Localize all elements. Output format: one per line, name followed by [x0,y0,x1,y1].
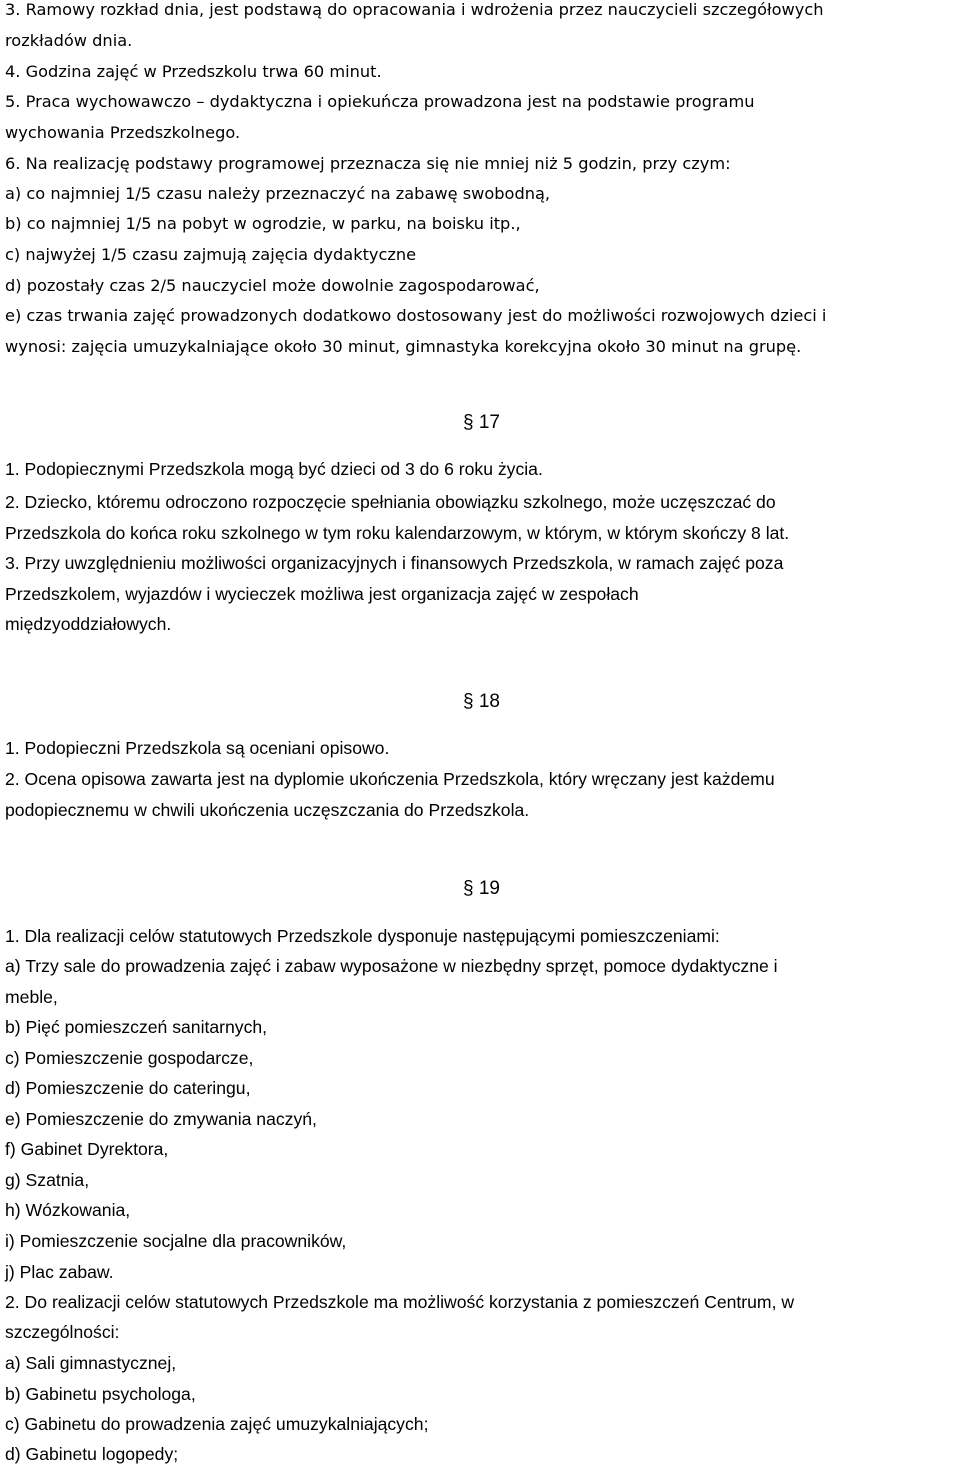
text-line: d) Pomieszczenie do cateringu, [5,1078,251,1098]
text-line: c) Gabinetu do prowadzenia zajęć umuzykalniających; [5,1414,429,1434]
text-line: 2. Dziecko, któremu odroczono rozpoczęcie spełniania obowiązku szkolnego, może uczęszczać do [5,492,776,512]
text-line: c) Pomieszczenie gospodarcze, [5,1048,254,1068]
text-line: wynosi: zajęcia umuzykalniające około 30 minut, gimnastyka korekcyjna około 30 minut na grupę. [5,337,802,356]
text-line: szczególności: [5,1322,120,1342]
text-line: 3. Ramowy rozkład dnia, jest podstawą do opracowania i wdrożenia przez nauczycieli szczegółowych [5,0,824,19]
text-line: g) Szatnia, [5,1170,90,1190]
text-line: c) najwyżej 1/5 czasu zajmują zajęcia dydaktyczne [5,245,417,264]
text-line: b) Gabinetu psychologa, [5,1384,196,1404]
text-line: międzyoddziałowych. [5,614,172,634]
text-line: e) czas trwania zajęć prowadzonych dodatkowo dostosowany jest do możliwości rozwojowych dzieci i [5,306,827,325]
text-line: Przedszkolem, wyjazdów i wycieczek możliwa jest organizacja zajęć w zespołach [5,584,639,604]
text-line: meble, [5,987,58,1007]
text-line: 2. Do realizacji celów statutowych Przedszkole ma możliwość korzystania z pomieszczeń Centrum, w [5,1292,795,1312]
text-line: 2. Ocena opisowa zawarta jest na dyplomie ukończenia Przedszkola, który wręczany jest każdemu [5,769,775,789]
text-line: Przedszkola do końca roku szkolnego w tym roku kalendarzowym, w którym, w którym skończy 8 lat. [5,523,790,543]
text-line: 3. Przy uwzględnieniu możliwości organizacyjnych i finansowych Przedszkola, w ramach zajęć poza [5,553,784,573]
text-line: a) Sali gimnastycznej, [5,1353,177,1373]
text-line: 1. Podopiecznymi Przedszkola mogą być dzieci od 3 do 6 roku życia. [5,459,543,479]
text-line: 6. Na realizację podstawy programowej przeznacza się nie mniej niż 5 godzin, przy czym: [5,154,731,173]
text-line: j) Plac zabaw. [5,1262,114,1282]
section-heading-19: § 19 [463,878,500,899]
text-line: a) Trzy sale do prowadzenia zajęć i zabaw wyposażone w niezbędny sprzęt, pomoce dydaktyczne i [5,956,778,976]
text-line: 1. Dla realizacji celów statutowych Przedszkole dysponuje następującymi pomieszczeniami: [5,926,720,946]
section-heading-18: § 18 [463,691,500,712]
section-heading-17: § 17 [463,412,500,433]
text-line: f) Gabinet Dyrektora, [5,1139,169,1159]
text-line: b) co najmniej 1/5 na pobyt w ogrodzie, w parku, na boisku itp., [5,214,521,233]
text-line: d) Gabinetu logopedy; [5,1444,179,1464]
text-line: wychowania Przedszkolnego. [5,123,241,142]
text-line: b) Pięć pomieszczeń sanitarnych, [5,1017,268,1037]
text-line: 5. Praca wychowawczo – dydaktyczna i opiekuńcza prowadzona jest na podstawie programu [5,92,755,111]
text-line: rozkładów dnia. [5,31,133,50]
text-line: e) Pomieszczenie do zmywania naczyń, [5,1109,317,1129]
text-line: d) pozostały czas 2/5 nauczyciel może dowolnie zagospodarować, [5,276,540,295]
text-line: i) Pomieszczenie socjalne dla pracowników, [5,1231,347,1251]
text-line: a) co najmniej 1/5 czasu należy przeznaczyć na zabawę swobodną, [5,184,551,203]
text-line: podopiecznemu w chwili ukończenia uczęszczania do Przedszkola. [5,800,530,820]
text-line: 4. Godzina zajęć w Przedszkolu trwa 60 minut. [5,62,382,81]
text-line: h) Wózkowania, [5,1200,131,1220]
text-line: 1. Podopieczni Przedszkola są oceniani opisowo. [5,738,390,758]
